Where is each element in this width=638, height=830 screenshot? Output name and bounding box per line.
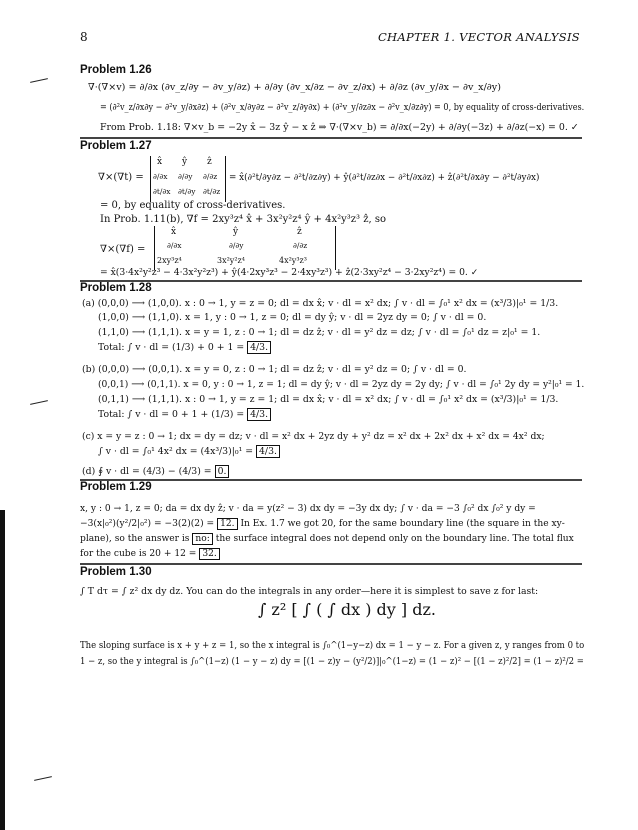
answer-box: no: bbox=[192, 533, 212, 545]
det-cell: ŷ bbox=[233, 227, 239, 237]
p128-a-total bbox=[98, 342, 271, 354]
p126-line-3: From Prob. 1.18: ∇×v_b = −2y x̂ − 3z ŷ − x ẑ ⇒ ∇·(∇×v_b) = ∂/∂x(−2y) + ∂/∂y(−3z) + ∂/∂z(−x) = 0. ✓ bbox=[100, 122, 579, 133]
p129-text: for the cube is 20 + 12 = bbox=[80, 549, 197, 559]
p127-line-3: In Prob. 1.11(b), ∇f = 2xy³z⁴ x̂ + 3x²y²z⁴ ŷ + 4x²y³z³ ẑ, so bbox=[100, 214, 387, 225]
p128-b-total bbox=[98, 409, 271, 421]
p128-b-line-1: (b) (0,0,0) ⟶ (0,0,1). x = y = 0, z : 0 → 1; dl = dz ẑ; v · dl = y² dz = 0; ∫ v · dl = 0. bbox=[82, 364, 467, 375]
scan-mark bbox=[34, 776, 52, 781]
p128-c-text: ∫ v · dl = ∫₀¹ 4x² dx = (4x³/3)|₀¹ = bbox=[98, 446, 254, 457]
det-cell: ŷ bbox=[182, 157, 188, 167]
p127-line-4: = x̂(3·4x²y²z³ − 4·3x²y²z³) + ŷ(4·2xy³z³ − 2·4xy³z³) + ẑ(2·3xy²z⁴ − 3·2xy²z⁴) = 0. ✓ bbox=[100, 267, 479, 278]
p129-text: the surface integral does not depend only on the boundary line. The total flux bbox=[215, 534, 574, 544]
p128-a-line-3: (1,1,0) ⟶ (1,1,1). x = y = 1, z : 0 → 1; dl = dz ẑ; v · dl = y² dz = dz; ∫ v · dl = ∫₀¹ dz = z|₀¹ = 1. bbox=[98, 327, 541, 338]
det-cell: 4x²y³z³ bbox=[279, 256, 307, 265]
p126-line-2: = (∂²v_z/∂x∂y − ∂²v_y/∂x∂z) + (∂²v_x/∂y∂z − ∂²v_z/∂y∂x) + (∂²v_y/∂z∂x − ∂²v_x/∂z∂y) = 0, by equality of cross-derivatives. bbox=[100, 102, 585, 113]
det-cell: ẑ bbox=[297, 227, 302, 237]
chapter-header: CHAPTER 1. VECTOR ANALYSIS bbox=[377, 30, 580, 44]
det-cell: x̂ bbox=[171, 227, 177, 237]
det-cell: 2xy³z⁴ bbox=[157, 256, 182, 265]
p128-a-line-2: (1,0,0) ⟶ (1,1,0). x = 1, y : 0 → 1, z = 0; dl = dy ŷ; v · dl = 2yz dy = 0; ∫ v · dl = 0. bbox=[98, 312, 487, 323]
p130-big-integral: ∫ z² [ ∫ ( ∫ dx ) dy ] dz. bbox=[258, 600, 436, 619]
p130-line-2: The sloping surface is x + y + z = 1, so the x integral is ∫₀^(1−y−z) dx = 1 − y − z. For a given z, y ranges from 0 to bbox=[80, 641, 585, 651]
problem-1-28-title: Problem 1.28 bbox=[80, 282, 152, 294]
p129-line-2 bbox=[80, 518, 565, 530]
det-cell: ẑ bbox=[207, 157, 212, 167]
p127-line-2: = 0, by equality of cross-derivatives. bbox=[100, 200, 286, 211]
det-cell: ∂/∂x bbox=[153, 172, 168, 181]
p130-line-1: ∫ T dτ = ∫ z² dx dy dz. You can do the integrals in any order—here it is simplest to save z for last: bbox=[80, 586, 539, 597]
page-number: 8 bbox=[80, 30, 88, 44]
det-cell: ∂/∂y bbox=[229, 241, 244, 250]
det-cell: ∂/∂z bbox=[203, 172, 218, 181]
p128-c-line-1: (c) x = y = z : 0 → 1; dx = dy = dz; v · dl = x² dx + 2yz dy + y² dz = x² dx + 2x² dx + x² dx = 4x² dx; bbox=[82, 431, 545, 442]
p128-d-line bbox=[82, 466, 229, 478]
answer-box: 4/3. bbox=[247, 408, 271, 421]
determinant-grad-t bbox=[150, 156, 226, 202]
separator-rule bbox=[80, 563, 582, 565]
p127-rhs: = x̂(∂²t/∂y∂z − ∂²t/∂z∂y) + ŷ(∂²t/∂z∂x − ∂²t/∂x∂z) + ẑ(∂²t/∂x∂y − ∂²t/∂y∂x) bbox=[229, 173, 540, 183]
answer-box: 4/3. bbox=[247, 341, 271, 354]
answer-box: 12. bbox=[217, 518, 237, 530]
p129-text: plane), so the answer is bbox=[80, 534, 190, 544]
binding-edge bbox=[0, 510, 5, 830]
problem-1-26-title: Problem 1.26 bbox=[80, 64, 152, 76]
separator-rule bbox=[80, 137, 582, 139]
problem-1-29-title: Problem 1.29 bbox=[80, 481, 152, 493]
det-cell: ∂/∂z bbox=[293, 241, 308, 250]
scan-mark bbox=[30, 78, 48, 83]
p128-b-line-3: (0,1,1) ⟶ (1,1,1). x : 0 → 1, y = z = 1; dl = dx x̂; v · dl = x² dx; ∫ v · dl = ∫₀¹ x² dx = (x³/3)|₀¹ = 1/3. bbox=[98, 394, 559, 405]
p126-line-1: ∇·(∇×v) = ∂/∂x (∂v_z/∂y − ∂v_y/∂z) + ∂/∂y (∂v_x/∂z − ∂v_z/∂x) + ∂/∂z (∂v_y/∂x − ∂v_x/∂y) bbox=[88, 82, 501, 93]
det-cell: ∂t/∂x bbox=[153, 187, 171, 196]
p128-b-line-2: (0,0,1) ⟶ (0,1,1). x = 0, y : 0 → 1, z = 1; dl = dy ŷ; v · dl = 2yz dy = 2y dy; ∫ v · dl = ∫₀¹ 2y dy = y²|₀¹ = 1. bbox=[98, 379, 585, 390]
p129-line-4 bbox=[80, 548, 220, 560]
p128-c-line-2 bbox=[98, 446, 280, 458]
p129-text: −3(x|₀²)(y²/2|₀²) = −3(2)(2) = bbox=[80, 519, 215, 529]
scan-mark bbox=[30, 400, 48, 405]
p128-d-text: (d) ∮ v · dl = (4/3) − (4/3) = bbox=[82, 466, 212, 477]
det-cell: 3x²y²z⁴ bbox=[217, 256, 245, 265]
p128-b-total-text: Total: ∫ v · dl = 0 + 1 + (1/3) = bbox=[98, 409, 245, 420]
p128-a-total-text: Total: ∫ v · dl = (1/3) + 0 + 1 = bbox=[98, 342, 245, 353]
det-cell: ∂t/∂y bbox=[178, 187, 196, 196]
answer-box: 0. bbox=[215, 465, 230, 478]
answer-box: 32. bbox=[199, 548, 219, 560]
det-cell: ∂/∂y bbox=[178, 172, 193, 181]
p130-line-3: 1 − z, so the y integral is ∫₀^(1−z) (1 − y − z) dy = [(1 − z)y − (y²/2)]|₀^(1−z) = (1 − z)² − [(1 − z)²/2] = (1 − z)²/2 = bbox=[80, 657, 584, 667]
problem-1-27-title: Problem 1.27 bbox=[80, 140, 152, 152]
det-cell: ∂/∂x bbox=[167, 241, 182, 250]
answer-box: 4/3. bbox=[256, 445, 280, 458]
separator-rule bbox=[80, 479, 582, 481]
separator-rule bbox=[80, 280, 582, 282]
p129-line-3 bbox=[80, 533, 574, 545]
p128-a-line-1: (a) (0,0,0) ⟶ (1,0,0). x : 0 → 1, y = z = 0; dl = dx x̂; v · dl = x² dx; ∫ v · dl = ∫₀¹ x² dx = (x³/3)|₀¹ = 1/3. bbox=[82, 298, 559, 309]
p129-text: In Ex. 1.7 we got 20, for the same boundary line (the square in the xy- bbox=[240, 519, 565, 529]
p129-line-1: x, y : 0 → 1, z = 0; da = dx dy ẑ; v · da = y(z² − 3) dx dy = −3y dx dy; ∫ v · da = −3 ∫₀² dx ∫₀² y dy = bbox=[80, 504, 536, 514]
p127-curl-grad-f-lhs: ∇×(∇f) = bbox=[100, 244, 146, 255]
det-cell: ∂t/∂z bbox=[203, 187, 221, 196]
det-cell: x̂ bbox=[157, 157, 163, 167]
problem-1-30-title: Problem 1.30 bbox=[80, 566, 152, 578]
determinant-grad-f bbox=[154, 226, 336, 270]
p127-curl-grad-lhs: ∇×(∇t) = bbox=[98, 172, 144, 183]
